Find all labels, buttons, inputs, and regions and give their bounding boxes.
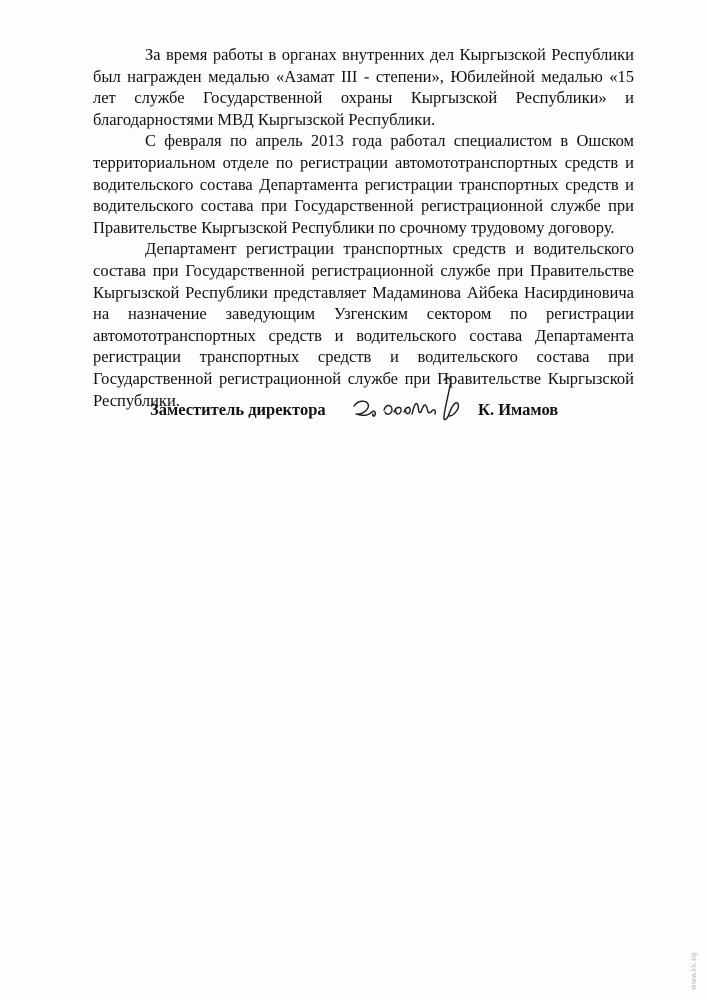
signature-block [150, 398, 570, 428]
site-watermark: www.kk.kg [690, 952, 698, 990]
paragraph-appointment: Департамент регистрации транспортных средств и водительского состава при Государственной регистрационной службе при Правительстве Кыргызской Республики представляет Мадаминова Айбека Насирдиновича на назначение заведующим Узгенским сектором по регистрации автомототранспортных средств и водительского состава Департамента регистрации транспортных средств и водительского состава при Государственной регистрационной службе при Правительстве Кыргызской Республики. [93, 239, 634, 410]
signatory-name: К. Имамов [478, 400, 559, 419]
paragraph-awards: За время работы в органах внутренних дел Кыргызской Республики был награжден медалью «Азамат III - степени», Юбилейной медалью «15 лет службе Государственной охраны Кыргызской Республики» и благодарностями МВД Кыргызской Республики. [93, 45, 634, 129]
paragraph-employment: С февраля по апрель 2013 года работал специалистом в Ошском территориальном отделе по регистрации автомототранспортных средств и водительского состава Департамента регистрации транспортных средств и водительского состава при Государственной регистрационной службе при Правительстве Кыргызской Республики по срочному трудовому договору. [93, 131, 634, 237]
signatory-position: Заместитель директора [150, 400, 326, 419]
handwritten-signature [348, 370, 478, 428]
document-body [93, 44, 634, 411]
